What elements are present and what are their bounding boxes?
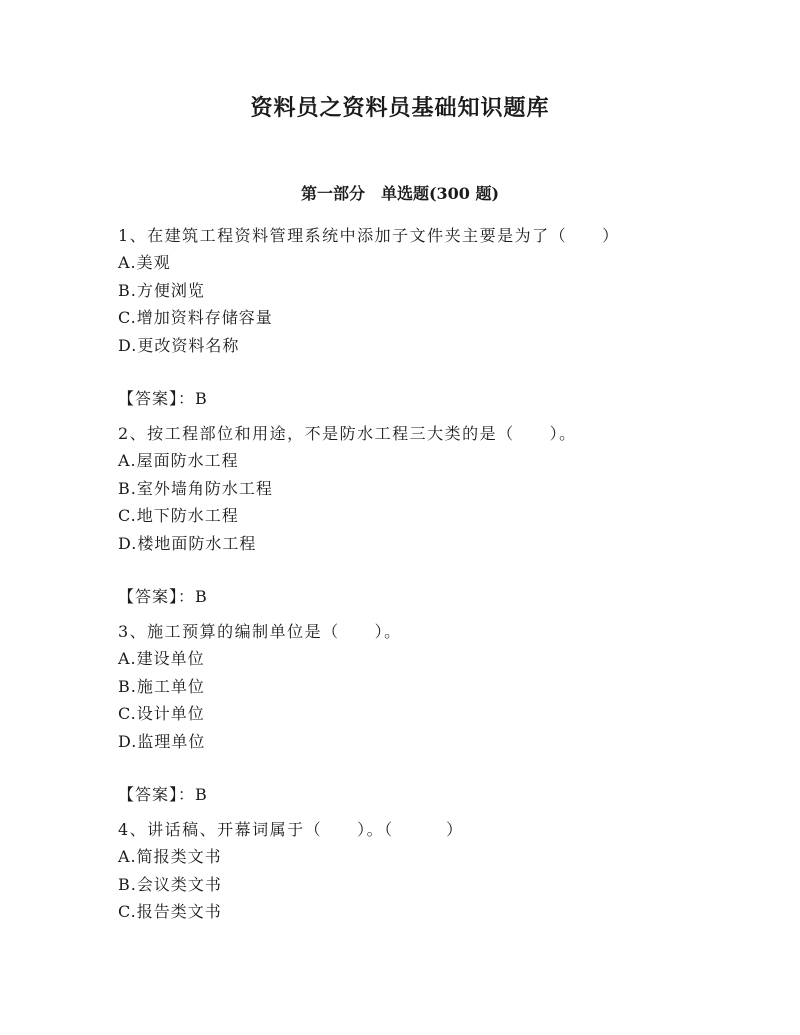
question-stem: 4、讲话稿、开幕词属于（ ）。（ ） <box>118 820 464 839</box>
question-1 <box>118 222 738 412</box>
question-stem: 3、施工预算的编制单位是（ ）。 <box>118 622 402 641</box>
option-d: D.监理单位 <box>118 731 206 751</box>
option-a: A.建设单位 <box>118 649 205 668</box>
question-4 <box>118 816 738 926</box>
section-title: 第一部分 单选题(300 题) <box>300 184 500 203</box>
option-c: C.增加资料存储容量 <box>118 308 273 327</box>
question-2 <box>118 420 738 610</box>
answer-line: 【答案】：B <box>118 785 208 804</box>
option-c: C.地下防水工程 <box>118 506 239 525</box>
question-stem: 2、按工程部位和用途，不是防水工程三大类的是（ ）。 <box>118 424 577 443</box>
option-d: D.更改资料名称 <box>118 335 240 355</box>
option-b: B.室外墙角防水工程 <box>118 478 273 498</box>
answer-line: 【答案】：B <box>118 587 208 606</box>
option-b: B.施工单位 <box>118 676 205 696</box>
option-b: B.方便浏览 <box>118 280 205 300</box>
question-list <box>118 222 738 926</box>
option-b: B.会议类文书 <box>118 874 222 894</box>
answer-line: 【答案】：B <box>118 389 208 408</box>
option-c: C.设计单位 <box>118 704 205 723</box>
option-c: C.报告类文书 <box>118 902 222 921</box>
option-d: D.楼地面防水工程 <box>118 533 257 553</box>
document-title: 资料员之资料员基础知识题库 <box>250 95 550 121</box>
question-stem: 1、在建筑工程资料管理系统中添加子文件夹主要是为了（ ） <box>118 226 620 245</box>
option-a: A.屋面防水工程 <box>118 451 239 470</box>
question-3 <box>118 618 738 808</box>
option-a: A.美观 <box>118 253 171 272</box>
option-a: A.简报类文书 <box>118 847 222 866</box>
